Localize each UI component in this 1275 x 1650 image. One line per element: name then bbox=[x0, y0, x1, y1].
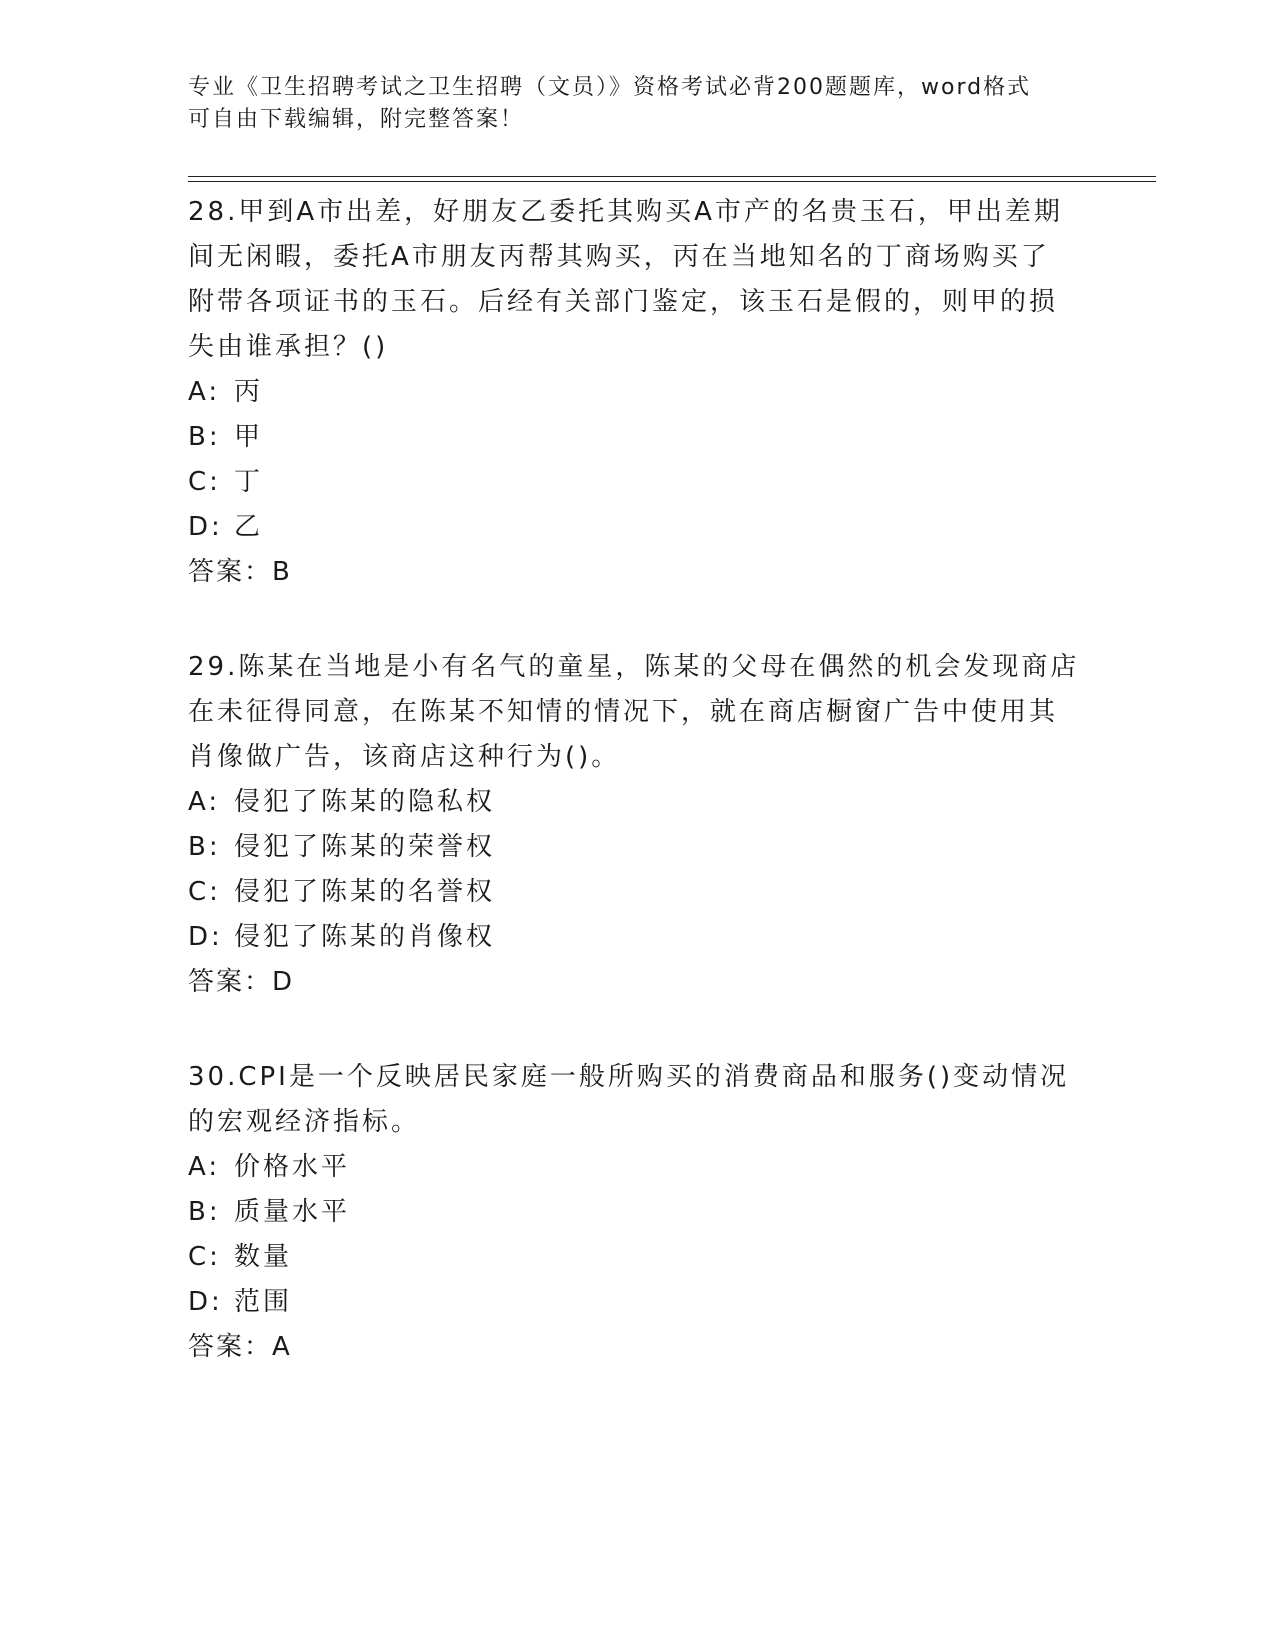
option-c bbox=[188, 1235, 1088, 1280]
option-a bbox=[188, 780, 1088, 825]
question-stem-line: 肖像做广告，该商店这种行为()。 bbox=[188, 742, 621, 772]
question-stem-line: 附带各项证书的玉石。后经有关部门鉴定，该玉石是假的，则甲的损 bbox=[188, 287, 1059, 317]
question-28 bbox=[188, 190, 1088, 595]
header-line-2: 可自由下载编辑，附完整答案！ bbox=[188, 107, 525, 132]
question-stem-line: 在未征得同意，在陈某不知情的情况下，就在商店橱窗广告中使用其 bbox=[188, 697, 1059, 727]
question-stem-line: 29.陈某在当地是小有名气的童星，陈某的父母在偶然的机会发现商店 bbox=[188, 652, 1080, 682]
option-letter: B: bbox=[188, 1197, 221, 1227]
option-a bbox=[188, 370, 1088, 415]
option-b bbox=[188, 825, 1088, 870]
question-stem-line: 28.甲到A市出差，好朋友乙委托其购买A市产的名贵玉石，甲出差期 bbox=[188, 197, 1063, 227]
option-text: 侵犯了陈某的隐私权 bbox=[234, 787, 496, 817]
question-30 bbox=[188, 1055, 1088, 1370]
question-stem-line: 间无闲暇，委托A市朋友丙帮其购买，丙在当地知名的丁商场购买了 bbox=[188, 242, 1050, 272]
option-text: 甲 bbox=[234, 422, 264, 452]
option-letter: D: bbox=[188, 922, 223, 952]
answer-line: 答案：A bbox=[188, 1332, 292, 1362]
option-letter: A: bbox=[188, 377, 221, 407]
option-letter: D: bbox=[188, 1287, 223, 1317]
option-text: 数量 bbox=[234, 1242, 293, 1272]
option-d bbox=[188, 915, 1088, 960]
option-a bbox=[188, 1145, 1088, 1190]
header-divider-bottom bbox=[188, 181, 1156, 182]
option-c bbox=[188, 460, 1088, 505]
option-c bbox=[188, 870, 1088, 915]
option-text: 范围 bbox=[234, 1287, 293, 1317]
option-letter: C: bbox=[188, 877, 221, 907]
question-stem-line: 30.CPI是一个反映居民家庭一般所购买的消费商品和服务()变动情况 bbox=[188, 1062, 1070, 1092]
option-letter: B: bbox=[188, 422, 221, 452]
question-29 bbox=[188, 645, 1088, 1005]
option-text: 丙 bbox=[234, 377, 264, 407]
option-d bbox=[188, 1280, 1088, 1325]
option-b bbox=[188, 1190, 1088, 1235]
option-letter: C: bbox=[188, 467, 221, 497]
option-text: 侵犯了陈某的荣誉权 bbox=[234, 832, 496, 862]
option-text: 丁 bbox=[234, 467, 264, 497]
option-text: 侵犯了陈某的名誉权 bbox=[234, 877, 496, 907]
question-stem-line: 的宏观经济指标。 bbox=[188, 1107, 421, 1137]
document-header bbox=[188, 72, 1088, 136]
header-divider-top bbox=[188, 176, 1156, 177]
option-letter: B: bbox=[188, 832, 221, 862]
option-letter: A: bbox=[188, 1152, 221, 1182]
option-text: 质量水平 bbox=[234, 1197, 351, 1227]
answer-line: 答案：D bbox=[188, 967, 295, 997]
answer-line: 答案：B bbox=[188, 557, 292, 587]
option-letter: D: bbox=[188, 512, 223, 542]
option-text: 乙 bbox=[234, 512, 264, 542]
question-stem-line: 失由谁承担？() bbox=[188, 332, 389, 362]
header-line-1: 专业《卫生招聘考试之卫生招聘（文员）》资格考试必背200题题库，word格式 bbox=[188, 75, 1032, 100]
option-letter: A: bbox=[188, 787, 221, 817]
option-letter: C: bbox=[188, 1242, 221, 1272]
option-text: 侵犯了陈某的肖像权 bbox=[234, 922, 496, 952]
option-d bbox=[188, 505, 1088, 550]
option-b bbox=[188, 415, 1088, 460]
option-text: 价格水平 bbox=[234, 1152, 351, 1182]
